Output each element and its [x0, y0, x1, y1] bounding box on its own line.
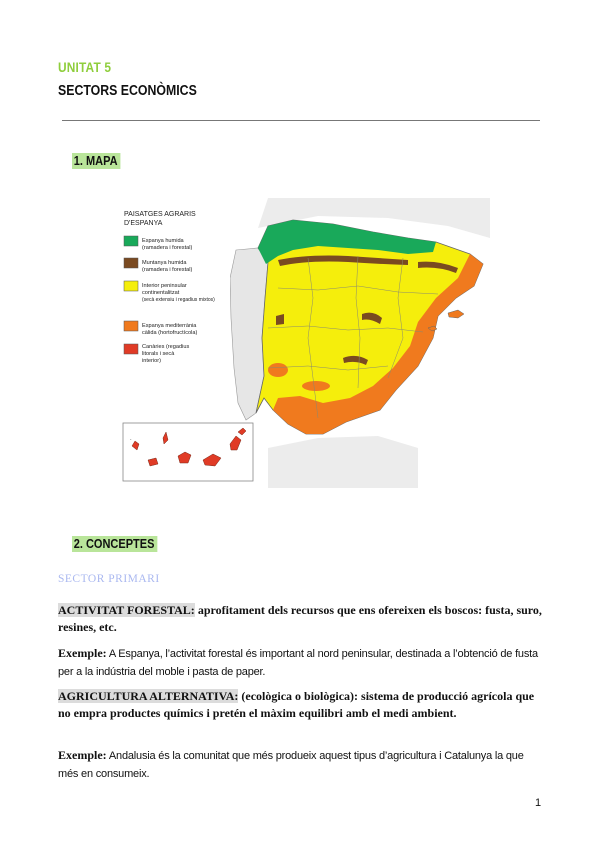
example-label: Exemple:: [58, 748, 107, 762]
section-heading-map: 1. MAPA: [72, 153, 120, 169]
legend-label: Espanya humida: [142, 238, 184, 244]
sector-heading: SECTOR PRIMARI: [58, 573, 160, 585]
definition-text: aprofitament dels recursos que ens ofereixen els boscos: fusta, suro, resines, etc.: [58, 603, 542, 634]
legend-label: litorals i secà: [142, 351, 175, 357]
legend-label: continentalitzat: [142, 290, 180, 296]
unit-label: UNITAT 5: [58, 59, 112, 75]
legend-label: (ramadera i forestal): [142, 267, 193, 273]
legend-label: càlida (hortofructícola): [142, 330, 198, 336]
definition-agriculture: [58, 688, 544, 722]
legend-label: (secà extensiu i regadius mixtos): [142, 297, 215, 303]
legend-label: Muntanya humida: [142, 260, 187, 266]
map-region-interior-patch: [268, 363, 288, 377]
page-title: SECTORS ECONÒMICS: [58, 83, 197, 99]
example-text: Andalusia és la comunitat que més produeix aquest tipus d’agricultura i Catalunya la que més en consumeix.: [58, 750, 524, 780]
legend-label: Interior peninsular: [142, 283, 187, 289]
map-title-1: PAISATGES AGRARIS: [124, 211, 196, 218]
section-heading-concepts: 2. CONCEPTES: [72, 536, 157, 552]
legend-label: Espanya mediterrània: [142, 323, 197, 329]
definition-forestal: [58, 602, 544, 636]
map-inset-mark: .: [130, 436, 132, 442]
spain-agrarian-map: [118, 198, 490, 488]
example-label: Exemple:: [58, 646, 107, 660]
example-agriculture: [58, 747, 544, 783]
term-forestal: ACTIVITAT FORESTAL:: [58, 603, 195, 617]
legend-label: interior): [142, 358, 161, 364]
divider: [62, 120, 540, 121]
example-forestal: [58, 645, 544, 681]
map-canary-inset-box: [123, 423, 253, 481]
map-title-2: D'ESPANYA: [124, 220, 163, 227]
definition-text: (ecològica o biològica): sistema de producció agrícola que no empra productes químics i pretén el màxim equilibri amb el medi ambient.: [58, 689, 535, 720]
map-africa-land: [268, 436, 418, 488]
term-agriculture: AGRICULTURA ALTERNATIVA:: [58, 689, 239, 703]
page-number: 1: [535, 797, 542, 809]
legend-label: Canàries (regadius: [142, 344, 190, 350]
map-region-interior-patch-2: [302, 381, 330, 391]
example-text: A Espanya, l’activitat forestal és important al nord peninsular, destinada a l’obtenció de fusta per a la indústria del moble i pasta de paper.: [58, 648, 538, 678]
legend-label: (ramadera i forestal): [142, 245, 193, 251]
